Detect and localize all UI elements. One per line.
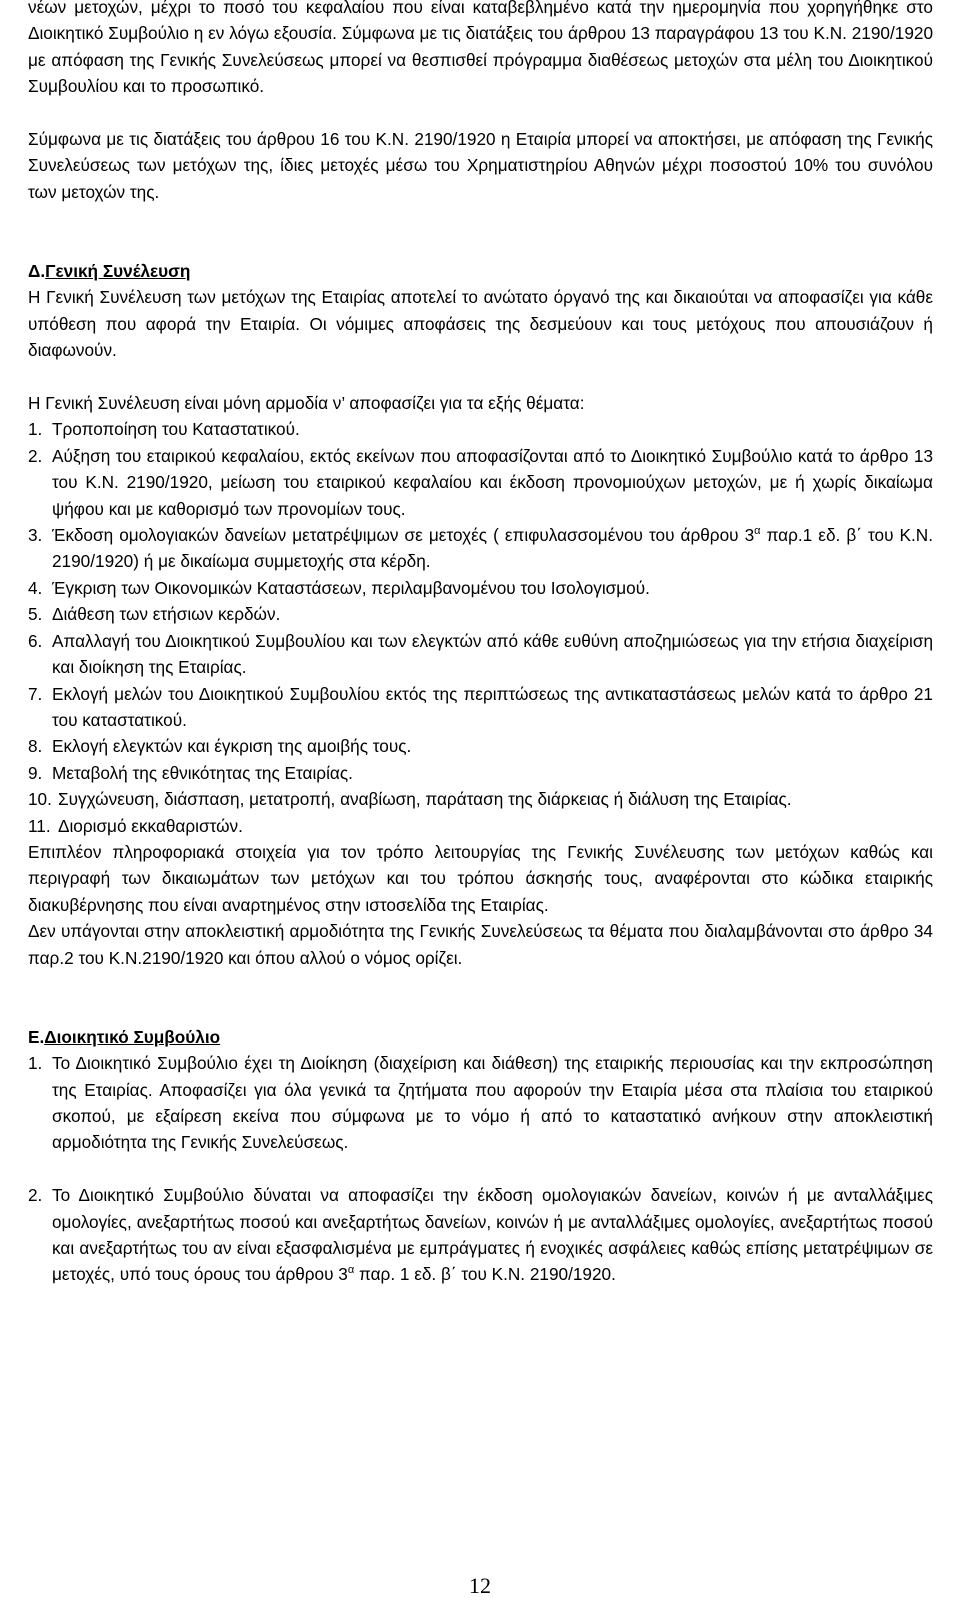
board-of-directors-list: [0, 1050, 960, 1156]
list-item: 10. Συγχώνευση, διάσπαση, μετατροπή, αναβίωση, παράταση της διάρκειας ή διάλυση της Εταιρίας.: [28, 789, 792, 810]
section-d-paragraph-3: Δεν υπάγονται στην αποκλειστική αρμοδιότητα της Γενικής Συνελεύσεως τα θέματα που διαλαμβάνονται στο άρθρο 34 παρ.2 του Κ.Ν.2190/1920 και όπου αλλού ο νόμος ορίζει.: [28, 921, 933, 968]
list-item: 3. Έκδοση ομολογιακών δανείων μετατρέψιμων σε μετοχές ( επιφυλασσομένου του άρθρου $3^\alpha$ παρ.1 εδ. β΄ του Κ.Ν. 2190/1920) ή με δικαίωμα συμμετοχής στα κέρδη.: [28, 525, 933, 572]
list-item: 1. Τροποποίηση του Καταστατικού.: [28, 419, 300, 440]
section-d-paragraph-2: Επιπλέον πληροφοριακά στοιχεία για τον τρόπο λειτουργίας της Γενικής Συνέλευσης των μετόχων καθώς και περιγραφή των δικαιωμάτων των μετόχων και του τρόπου άσκησής τους, αναφέρονται στο κώδικα εταιρικής διακυβέρνησης που είναι αναρτημένος στην ιστοσελίδα της Εταιρίας.: [28, 841, 933, 915]
section-e-title: Διοικητικό Συμβούλιο: [44, 1026, 221, 1047]
list-item: 2. Το Διοικητικό Συμβούλιο δύναται να αποφασίζει την έκδοση ομολογιακών δανείων, κοινών ή με ανταλλάξιμες ομολογίες, ανεξαρτήτως ποσού και ανεξαρτήτως δανείων, κοινών ή με ανταλλάξιμες ομολογίες, ανεξαρτήτως ποσού και ανεξαρτήτως του αν είναι εξασφαλισμένα με εμπράγματες ή ενοχικές ασφάλειες καθώς επίσης μετατρέψιμων σε μετοχές, υπό τους όρους του άρθρου $3^\alpha$ παρ. 1 εδ. β΄ του Κ.Ν. 2190/1920.: [28, 1185, 933, 1285]
board-of-directors-list-continued: [0, 1182, 960, 1288]
section-d-letter: Δ.: [28, 261, 46, 282]
section-d-paragraph-1: Η Γενική Συνέλευση των μετόχων της Εταιρίας αποτελεί το ανώτατο όργανό της και δικαιούται να αποφασίζει για κάθε υπόθεση που αφορά την Εταιρία. Οι νόμιμες αποφάσεις της δεσμεύουν και τους μετόχους που απουσιάζουν ή διαφωνούν.: [28, 287, 933, 361]
list-item: 5. Διάθεση των ετήσιων κερδών.: [28, 604, 281, 625]
intro-paragraph-1: νέων μετοχών, μέχρι το ποσό του κεφαλαίου που είναι καταβεβλημένο κατά την ημερομηνία που χορηγήθηκε στο Διοικητικό Συμβούλιο η εν λόγω εξουσία. Σύμφωνα με τις διατάξεις του άρθρου 13 παραγράφου 13 του Κ.Ν. 2190/1920 με απόφαση της Γενικής Συνελεύσεως μπορεί να θεσπισθεί πρόγραμμα διαθέσεως μετοχών στα μέλη του Διοικητικού Συμβουλίου και το προσωπικό.: [28, 0, 933, 97]
section-e-letter: Ε.: [28, 1026, 45, 1047]
section-d-title: Γενική Συνέλευση: [45, 261, 191, 282]
list-item: 7. Εκλογή μελών του Διοικητικού Συμβουλίου εκτός της περιπτώσεως της αντικαταστάσεως μελών κατά το άρθρο 21 του καταστατικού.: [28, 683, 933, 730]
superscript: α: [754, 525, 761, 538]
superscript: α: [347, 1264, 355, 1277]
list-item: 4. Έγκριση των Οικονομικών Καταστάσεων, περιλαμβανομένου του Ισολογισμού.: [28, 577, 650, 598]
list-item: 6. Απαλλαγή του Διοικητικού Συμβουλίου και των ελεγκτών από κάθε ευθύνη αποζημιώσεως για την ετήσια διαχείριση και διοίκηση της Εταιρίας.: [28, 630, 933, 678]
intro-paragraph-2: Σύμφωνα με τις διατάξεις του άρθρου 16 του Κ.Ν. 2190/1920 η Εταιρία μπορεί να αποκτήσει, με απόφαση της Γενικής Συνελεύσεως των μετόχων της, ίδιες μετοχές μέσω του Χρηματιστηρίου Αθηνών μέχρι ποσοστού 10% του συνόλου των μετοχών της.: [28, 129, 933, 202]
list-item: 11. Διορισμό εκκαθαριστών.: [28, 815, 243, 836]
section-e-heading: [0, 1024, 960, 1050]
list-item: 8. Εκλογή ελεγκτών και έγκριση της αμοιβής τους.: [28, 736, 412, 757]
section-d-heading: [0, 258, 960, 284]
page-number: 12: [469, 1573, 491, 1598]
list-item: 1. Το Διοικητικό Συμβούλιο έχει τη Διοίκηση (διαχείριση και διάθεση) της εταιρικής περιουσίας και την εκπροσώπηση της Εταιρίας. Αποφασίζει για όλα γενικά τα ζητήματα που αφορούν την Εταιρία μέσα στα πλαίσια του εταιρικού σκοπού, με εξαίρεση εκείνα που σύμφωνα με το νόμο ή από το καταστατικό ανήκουν στην αποκλειστική αρμοδιότητα της Γενικής Συνελεύσεως.: [28, 1053, 933, 1153]
section-d-lead: Η Γενική Συνέλευση είναι μόνη αρμοδία ν’ αποφασίζει για τα εξής θέματα:: [28, 393, 585, 414]
list-item: 2. Αύξηση του εταιρικού κεφαλαίου, εκτός εκείνων που αποφασίζονται από το Διοικητικό Συμβούλιο κατά το άρθρο 13 του Κ.Ν. 2190/1920, μείωση του εταιρικού κεφαλαίου και έκδοση προνομιούχων μετοχών, με ή χωρίς δικαίωμα ψήφου και με καθορισμό των προνομίων τους.: [28, 445, 933, 519]
general-assembly-matters-list: [0, 416, 960, 839]
list-item: 9. Μεταβολή της εθνικότητας της Εταιρίας.: [28, 762, 353, 783]
